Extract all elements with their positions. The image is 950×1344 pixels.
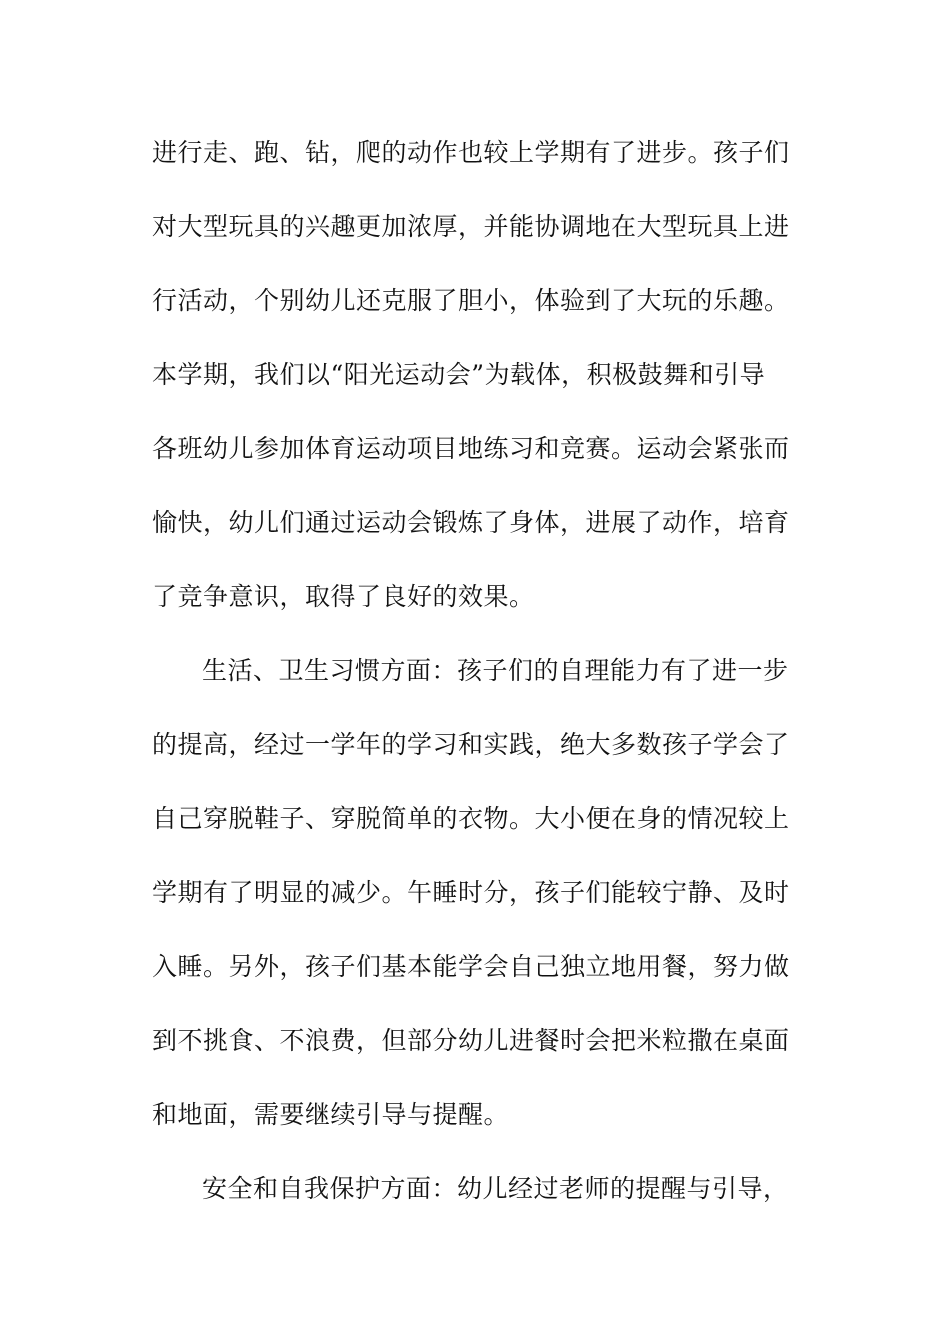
text-line: 愉快，幼儿们通过运动会锻炼了身体，进展了动作，培育	[152, 508, 790, 537]
text-line: 到不挑食、不浪费，但部分幼儿进餐时会把米粒撒在桌面	[152, 1026, 790, 1055]
text-line: 对大型玩具的兴趣更加浓厚，并能协调地在大型玩具上进	[152, 212, 790, 241]
text-line: 自己穿脱鞋子、穿脱简单的衣物。大小便在身的情况较上	[152, 804, 790, 833]
text-line: 学期有了明显的减少。午睡时分，孩子们能较宁静、及时	[152, 878, 790, 907]
text-line: 本学期，我们以“阳光运动会”为载体，积极鼓舞和引导	[152, 360, 766, 389]
text-line: 的提高，经过一学年的学习和实践，绝大多数孩子学会了	[152, 730, 790, 759]
paragraph-start-line: 生活、卫生习惯方面：孩子们的自理能力有了进一步	[202, 656, 789, 685]
document-body	[152, 128, 792, 1238]
text-line: 行活动，个别幼儿还克服了胆小，体验到了大玩的乐趣。	[152, 286, 790, 315]
paragraph-start-line: 安全和自我保护方面：幼儿经过老师的提醒与引导，	[202, 1174, 789, 1203]
text-line: 各班幼儿参加体育运动项目地练习和竞赛。运动会紧张而	[152, 434, 790, 463]
text-line: 进行走、跑、钻，爬的动作也较上学期有了进步。孩子们	[152, 138, 790, 167]
text-line: 入睡。另外，孩子们基本能学会自己独立地用餐，努力做	[152, 952, 790, 981]
text-line: 和地面，需要继续引导与提醒。	[152, 1100, 510, 1129]
text-line: 了竞争意识，取得了良好的效果。	[152, 582, 535, 611]
